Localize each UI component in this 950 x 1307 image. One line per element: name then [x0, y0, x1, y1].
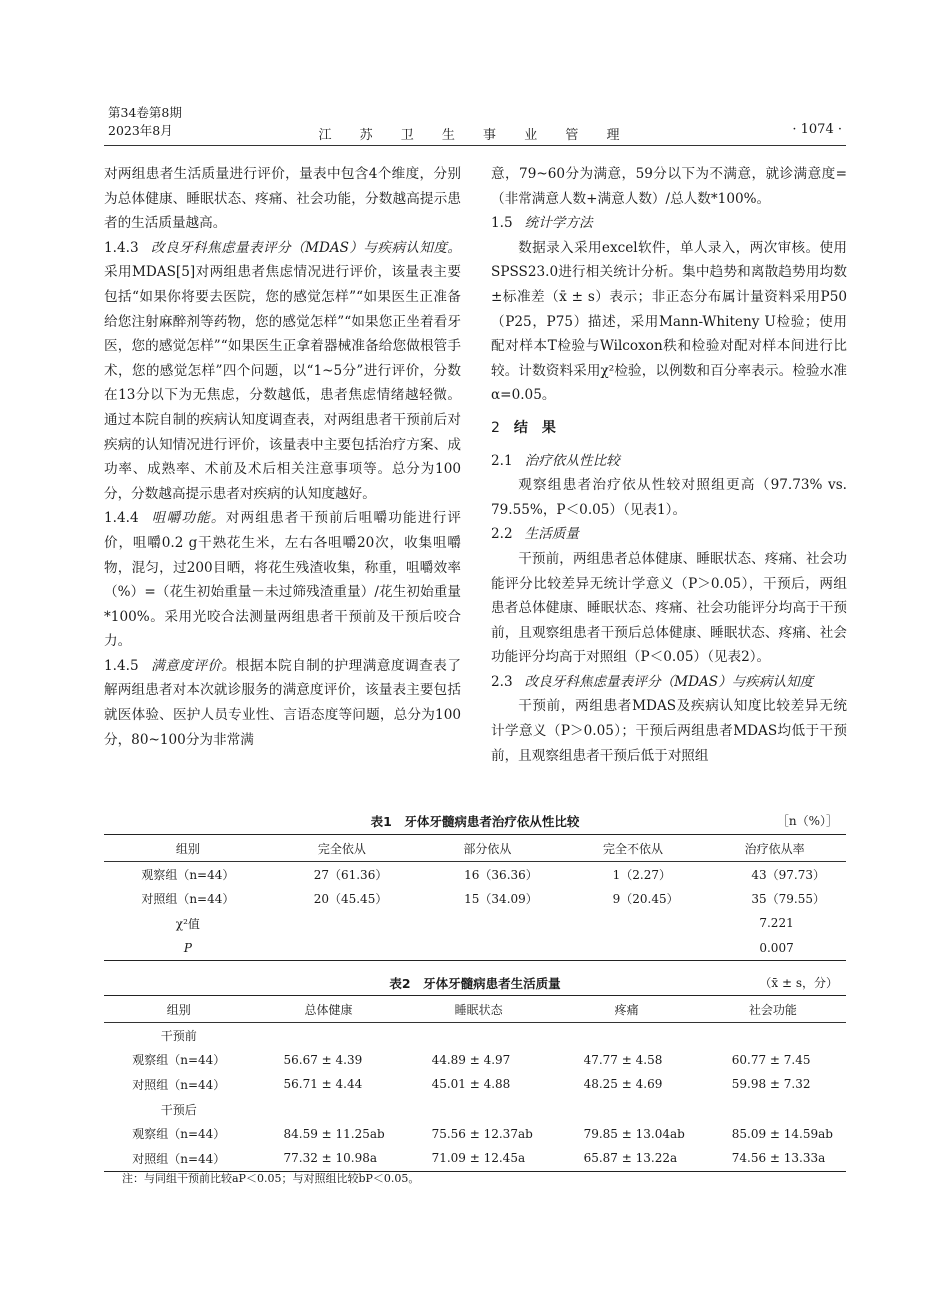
table-header-row: [104, 835, 846, 862]
paragraph: 对两组患者生活质量进行评价，量表中包含4个维度，分别为总体健康、睡眠状态、疼痛、社会功能，分数越高提示患者的生活质量越高。: [104, 166, 461, 232]
volume-label: 第34卷第8期: [108, 105, 182, 120]
table-cell: 观察组（n=44）: [141, 867, 235, 882]
table-header: 治疗依从率: [703, 835, 846, 862]
table-cell: [412, 936, 562, 961]
table-cell: 20（45.45）: [313, 892, 388, 907]
table2-note: 注：与同组干预前比较aP＜0.05；与对照组比较bP＜0.05。: [122, 1172, 420, 1185]
paragraph: 数据录入采用excel软件，单人录入，两次审核。使用SPSS23.0进行相关统计分析。集中趋势和离散趋势用均数±标准差（x̄ ± s）表示；非正态分布属计量资料采用P50（P25，P75）描述，采用Mann-Whiteny U检验；使用配对样本T检验与Wilcoxon秩和检验对配对样本间进行比较。计数资料采用χ²检验，以例数和百分率表示。检验水准α=0.05。: [491, 239, 847, 404]
table-cell: 9（20.45）: [612, 892, 679, 907]
paragraph: 干预前，两组患者总体健康、睡眠状态、疼痛、社会功能评分比较差异无统计学意义（P＞0.05），干预后，两组患者总体健康、睡眠状态、疼痛、社会功能评分均高于干预前，且观察组患者干预后总体健康、睡眠状态、疼痛、社会功能评分均高于对照组（P＜0.05）（见表2）。: [491, 550, 847, 666]
section-1-4-5: [104, 654, 461, 752]
table-cell: [563, 911, 704, 936]
section-2-2-heading: [491, 522, 847, 547]
table-header: 疼痛: [554, 996, 700, 1023]
section-number: 2.1: [491, 452, 513, 469]
table-header: 部分依从: [412, 835, 562, 862]
group-row: [104, 1023, 846, 1048]
table-cell: 对照组（n=44）: [132, 1077, 226, 1092]
date-label: 2023年8月: [108, 123, 173, 138]
table-cell: 85.09 ± 14.59ab: [731, 1126, 833, 1141]
table-cell: 1（2.27）: [612, 867, 671, 882]
table-header: 完全不依从: [563, 835, 704, 862]
section-number: 1.4.4: [104, 510, 139, 527]
table2-unit: （x̄ ± s，分）: [759, 976, 838, 990]
section-number: 1.5: [491, 215, 513, 232]
table-row: [104, 1146, 846, 1171]
table-row: [104, 862, 846, 887]
table-header: 完全依从: [272, 835, 412, 862]
section-1-4-3: [104, 236, 461, 507]
journal-title: 江 苏 卫 生 事 业 管 理: [318, 128, 632, 143]
section-1-5-heading: [491, 211, 847, 236]
table-cell: 35（79.55）: [751, 892, 825, 907]
section-2-1-heading: [491, 449, 847, 474]
table-header: 组别: [104, 996, 254, 1023]
table-cell: 60.77 ± 7.45: [731, 1052, 811, 1067]
table-header: 组别: [104, 835, 272, 862]
table-cell: 84.59 ± 11.25ab: [283, 1126, 385, 1141]
table-cell: [412, 911, 562, 936]
table2-title: 表2 牙体牙髓病患者生活质量: [389, 976, 561, 991]
table-cell: P: [183, 941, 192, 956]
table-cell: 56.71 ± 4.44: [283, 1077, 363, 1092]
section-title: 改良牙科焦虑量表评分（MDAS）与疾病认知度。: [150, 239, 461, 256]
table-cell: 16（36.36）: [464, 867, 538, 882]
table-cell: 65.87 ± 13.22a: [583, 1151, 678, 1166]
table-header-row: [104, 996, 846, 1023]
paragraph: 对两组患者干预前后咀嚼功能进行评价，咀嚼0.2 g干熟花生米，左右各咀嚼20次，收集咀嚼物，混匀，过200目晒，将花生残渣收集，称重，咀嚼效率（%）=（花生初始重量－未过筛残渣重量）/花生初始重量*100%。采用光咬合法测量两组患者干预前及干预后咬合力。: [104, 510, 461, 650]
group-label: 干预后: [160, 1102, 197, 1117]
table-cell: 对照组（n=44）: [141, 892, 235, 907]
section-title: 生活质量: [524, 526, 579, 543]
table-cell: 45.01 ± 4.88: [431, 1077, 511, 1092]
table-cell: 0.007: [759, 941, 794, 956]
table-row: [104, 911, 846, 936]
table-cell: 对照组（n=44）: [132, 1151, 226, 1166]
table-cell: [272, 911, 412, 936]
section-title: 咀嚼功能。: [150, 510, 226, 527]
table1-unit: ［n（%）］: [776, 814, 838, 828]
table-row: [104, 1048, 846, 1073]
table1: [104, 834, 846, 961]
table-header: 社会功能: [700, 996, 846, 1023]
section-2-3-heading: [491, 670, 847, 695]
table2: [104, 995, 846, 1172]
table-header: 睡眠状态: [404, 996, 554, 1023]
section-number: 2: [491, 419, 500, 436]
group-label: 干预前: [160, 1028, 197, 1043]
section-number: 2.2: [491, 526, 513, 543]
table-cell: χ²值: [175, 916, 200, 931]
section-number: 1.4.3: [104, 239, 139, 256]
right-column: [491, 162, 847, 768]
table-cell: 79.85 ± 13.04ab: [583, 1126, 685, 1141]
section-1-4-4: [104, 506, 461, 654]
paragraph: 意，79~60分为满意，59分以下为不满意，就诊满意度=（非常满意人数+满意人数）/总人数*100%。: [491, 166, 847, 207]
section-2-heading: [491, 416, 847, 441]
paragraph: 干预前，两组患者MDAS及疾病认知度比较差异无统计学意义（P＞0.05）；干预后两组患者MDAS均低于干预前，且观察组患者干预后低于对照组: [491, 698, 847, 764]
left-column: [104, 162, 461, 752]
table-row: [104, 936, 846, 961]
section-number: 1.4.5: [104, 657, 139, 674]
table-row: [104, 1121, 846, 1146]
table-cell: 15（34.09）: [464, 892, 538, 907]
paragraph: 采用MDAS[5]对两组患者焦虑情况进行评价，该量表主要包括“如果你将要去医院，您的感觉怎样”“如果医生正准备给您注射麻醉剂等药物，您的感觉怎样”“如果您正坐着看牙医，您的感觉怎样”“如果医生正拿着器械准备给您做根管手术，您的感觉怎样”四个问题，以“1~5分”进行评价，分数在13分以下为无焦虑，分数越低，患者焦虑情绪越轻微。通过本院自制的疾病认知度调查表，对两组患者干预前后对疾病的认知情况进行评价，该量表中主要包括治疗方案、成功率、成熟率、术前及术后相关注意事项等。总分为100分，分数越高提示患者对疾病的认知度越好。: [104, 264, 461, 502]
table-cell: 77.32 ± 10.98a: [283, 1151, 378, 1166]
table-cell: 43（97.73）: [751, 867, 825, 882]
section-title: 治疗依从性比较: [524, 452, 620, 469]
table-cell: 59.98 ± 7.32: [731, 1077, 811, 1092]
group-row: [104, 1097, 846, 1122]
table-cell: [272, 936, 412, 961]
table-cell: 7.221: [759, 916, 794, 931]
table1-title: 表1 牙体牙髓病患者治疗依从性比较: [370, 814, 580, 829]
table-row: [104, 1072, 846, 1097]
table-cell: 观察组（n=44）: [132, 1127, 226, 1142]
table-cell: [563, 936, 704, 961]
table-row: [104, 887, 846, 912]
table-header: 总体健康: [254, 996, 404, 1023]
paragraph: 根据本院自制的护理满意度调查表了解两组患者对本次就诊服务的满意度评价，该量表主要包括就医体验、医护人员专业性、言语态度等问题，总分为100分，80~100分为非常满: [104, 657, 461, 748]
header-rule: [104, 145, 846, 146]
table-cell: 56.67 ± 4.39: [283, 1052, 363, 1067]
table-cell: 观察组（n=44）: [132, 1053, 226, 1068]
paragraph: 观察组患者治疗依从性较对照组更高（97.73% vs. 79.55%，P＜0.05）（见表1）。: [491, 477, 847, 518]
table-cell: 48.25 ± 4.69: [583, 1077, 663, 1092]
table-cell: 71.09 ± 12.45a: [431, 1151, 526, 1166]
section-number: 2.3: [491, 673, 513, 690]
table-cell: 75.56 ± 12.37ab: [431, 1126, 533, 1141]
table-cell: 47.77 ± 4.58: [583, 1052, 663, 1067]
table-cell: 44.89 ± 4.97: [431, 1052, 511, 1067]
table-cell: 27（61.36）: [313, 867, 388, 882]
section-title: 满意度评价。: [150, 657, 236, 674]
table-cell: 74.56 ± 13.33a: [731, 1151, 826, 1166]
section-title: 统计学方法: [524, 215, 593, 232]
page-number: · 1074 ·: [792, 122, 842, 137]
section-title: 改良牙科焦虑量表评分（MDAS）与疾病认知度: [524, 673, 814, 690]
section-title: 结 果: [513, 419, 556, 436]
